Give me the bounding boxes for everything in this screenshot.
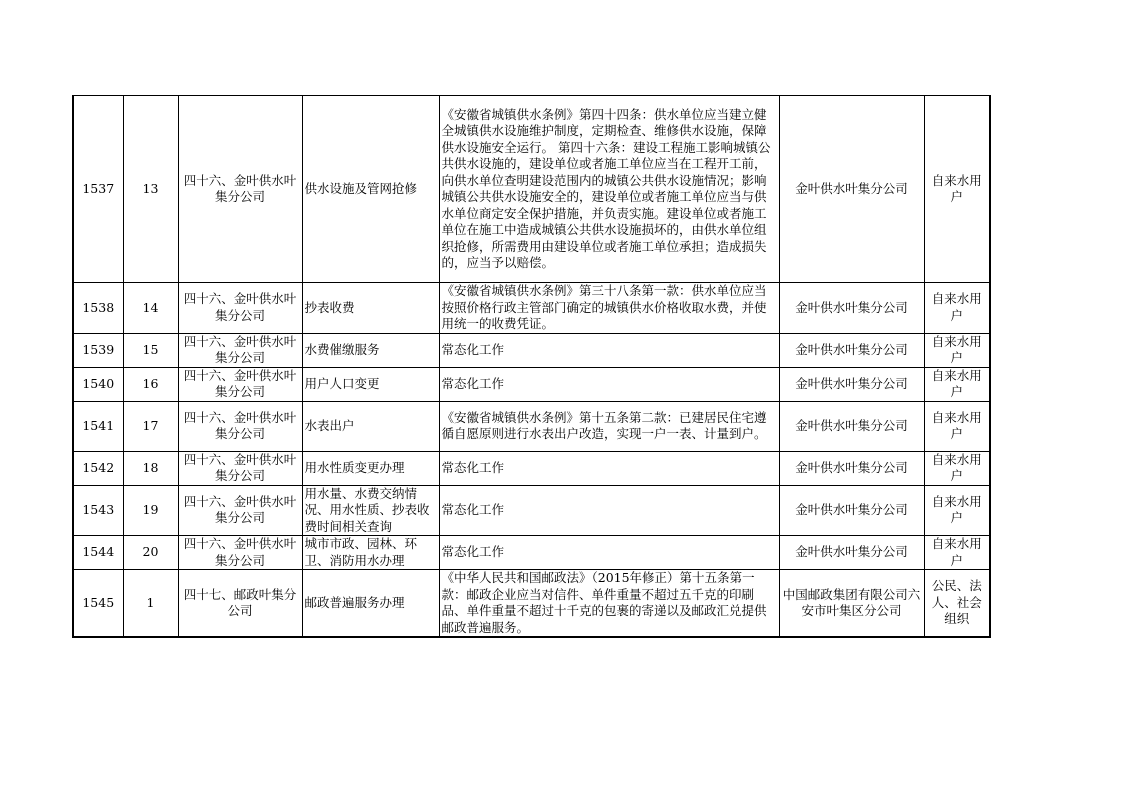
sequence-number: 15	[123, 333, 178, 367]
service-item-cell: 城市市政、园林、环卫、消防用水办理	[302, 536, 439, 570]
legal-basis-cell: 《安徽省城镇供水条例》第三十八条第一款：供水单位应当按照价格行政主管部门确定的城镇供水价格收取水费，并使用统一的收费凭证。	[439, 283, 779, 334]
row-number: 1543	[73, 485, 123, 536]
service-unit-cell: 金叶供水叶集分公司	[779, 283, 924, 334]
table-row	[73, 570, 990, 638]
service-object-cell: 自来水用户	[924, 96, 990, 283]
department-cell: 四十六、金叶供水叶集分公司	[178, 536, 302, 570]
sequence-number: 17	[123, 401, 178, 451]
row-number: 1537	[73, 96, 123, 283]
service-unit-cell: 金叶供水叶集分公司	[779, 401, 924, 451]
service-object-cell: 自来水用户	[924, 333, 990, 367]
table-row	[73, 96, 990, 283]
department-cell: 四十六、金叶供水叶集分公司	[178, 283, 302, 334]
table-row	[73, 283, 990, 334]
service-unit-cell: 金叶供水叶集分公司	[779, 536, 924, 570]
service-object-cell: 自来水用户	[924, 485, 990, 536]
department-cell: 四十六、金叶供水叶集分公司	[178, 485, 302, 536]
service-item-cell: 用水性质变更办理	[302, 451, 439, 485]
service-unit-cell: 金叶供水叶集分公司	[779, 333, 924, 367]
row-number: 1539	[73, 333, 123, 367]
department-cell: 四十六、金叶供水叶集分公司	[178, 451, 302, 485]
service-item-cell: 用户人口变更	[302, 367, 439, 401]
table-row	[73, 536, 990, 570]
service-item-cell: 抄表收费	[302, 283, 439, 334]
legal-basis-cell: 常态化工作	[439, 367, 779, 401]
legal-basis-cell: 常态化工作	[439, 333, 779, 367]
table-row	[73, 401, 990, 451]
row-number: 1544	[73, 536, 123, 570]
service-object-cell: 自来水用户	[924, 367, 990, 401]
sequence-number: 18	[123, 451, 178, 485]
sequence-number: 1	[123, 570, 178, 638]
department-cell: 四十六、金叶供水叶集分公司	[178, 401, 302, 451]
service-object-cell: 自来水用户	[924, 451, 990, 485]
service-object-cell: 自来水用户	[924, 283, 990, 334]
service-item-cell: 水费催缴服务	[302, 333, 439, 367]
legal-basis-cell: 常态化工作	[439, 451, 779, 485]
row-number: 1541	[73, 401, 123, 451]
service-item-cell: 用水量、水费交纳情况、用水性质、抄表收费时间相关查询	[302, 485, 439, 536]
table-row	[73, 451, 990, 485]
table-body	[73, 96, 990, 638]
table-row	[73, 333, 990, 367]
legal-basis-cell: 《中华人民共和国邮政法》（2015年修正）第十五条第一款：邮政企业应当对信件、单件重量不超过五千克的印刷品、单件重量不超过十千克的包裹的寄递以及邮政汇兑提供邮政普遍服务。	[439, 570, 779, 638]
department-cell: 四十六、金叶供水叶集分公司	[178, 96, 302, 283]
service-unit-cell: 金叶供水叶集分公司	[779, 96, 924, 283]
service-table	[72, 95, 991, 638]
table-row	[73, 367, 990, 401]
sequence-number: 20	[123, 536, 178, 570]
service-object-cell: 自来水用户	[924, 536, 990, 570]
service-unit-cell: 金叶供水叶集分公司	[779, 485, 924, 536]
service-unit-cell: 金叶供水叶集分公司	[779, 451, 924, 485]
service-object-cell: 自来水用户	[924, 401, 990, 451]
sequence-number: 14	[123, 283, 178, 334]
row-number: 1542	[73, 451, 123, 485]
department-cell: 四十六、金叶供水叶集分公司	[178, 333, 302, 367]
legal-basis-cell: 常态化工作	[439, 536, 779, 570]
service-item-cell: 供水设施及管网抢修	[302, 96, 439, 283]
service-object-cell: 公民、法人、社会组织	[924, 570, 990, 638]
row-number: 1538	[73, 283, 123, 334]
service-item-cell: 邮政普遍服务办理	[302, 570, 439, 638]
row-number: 1545	[73, 570, 123, 638]
service-unit-cell: 中国邮政集团有限公司六安市叶集区分公司	[779, 570, 924, 638]
service-unit-cell: 金叶供水叶集分公司	[779, 367, 924, 401]
department-cell: 四十七、邮政叶集分公司	[178, 570, 302, 638]
sequence-number: 19	[123, 485, 178, 536]
table-row	[73, 485, 990, 536]
legal-basis-cell: 《安徽省城镇供水条例》第十五条第二款：已建居民住宅遵循自愿原则进行水表出户改造，实现一户一表、计量到户。	[439, 401, 779, 451]
service-item-cell: 水表出户	[302, 401, 439, 451]
legal-basis-cell: 常态化工作	[439, 485, 779, 536]
row-number: 1540	[73, 367, 123, 401]
legal-basis-cell: 《安徽省城镇供水条例》第四十四条：供水单位应当建立健全城镇供水设施维护制度，定期检查、维修供水设施，保障供水设施安全运行。 第四十六条：建设工程施工影响城镇公共供水设施的，建设单位或者施工单位应当在工程开工前，向供水单位查明建设范围内的城镇公共供水设施情况；影响城镇公共供水设施安全的，建设单位或者施工单位应当与供水单位商定安全保护措施，并负责实施。建设单位或者施工单位在施工中造成城镇公共供水设施损坏的，由供水单位组织抢修，所需费用由建设单位或者施工单位承担；造成损失的，应当予以赔偿。	[439, 96, 779, 283]
department-cell: 四十六、金叶供水叶集分公司	[178, 367, 302, 401]
sequence-number: 16	[123, 367, 178, 401]
sequence-number: 13	[123, 96, 178, 283]
